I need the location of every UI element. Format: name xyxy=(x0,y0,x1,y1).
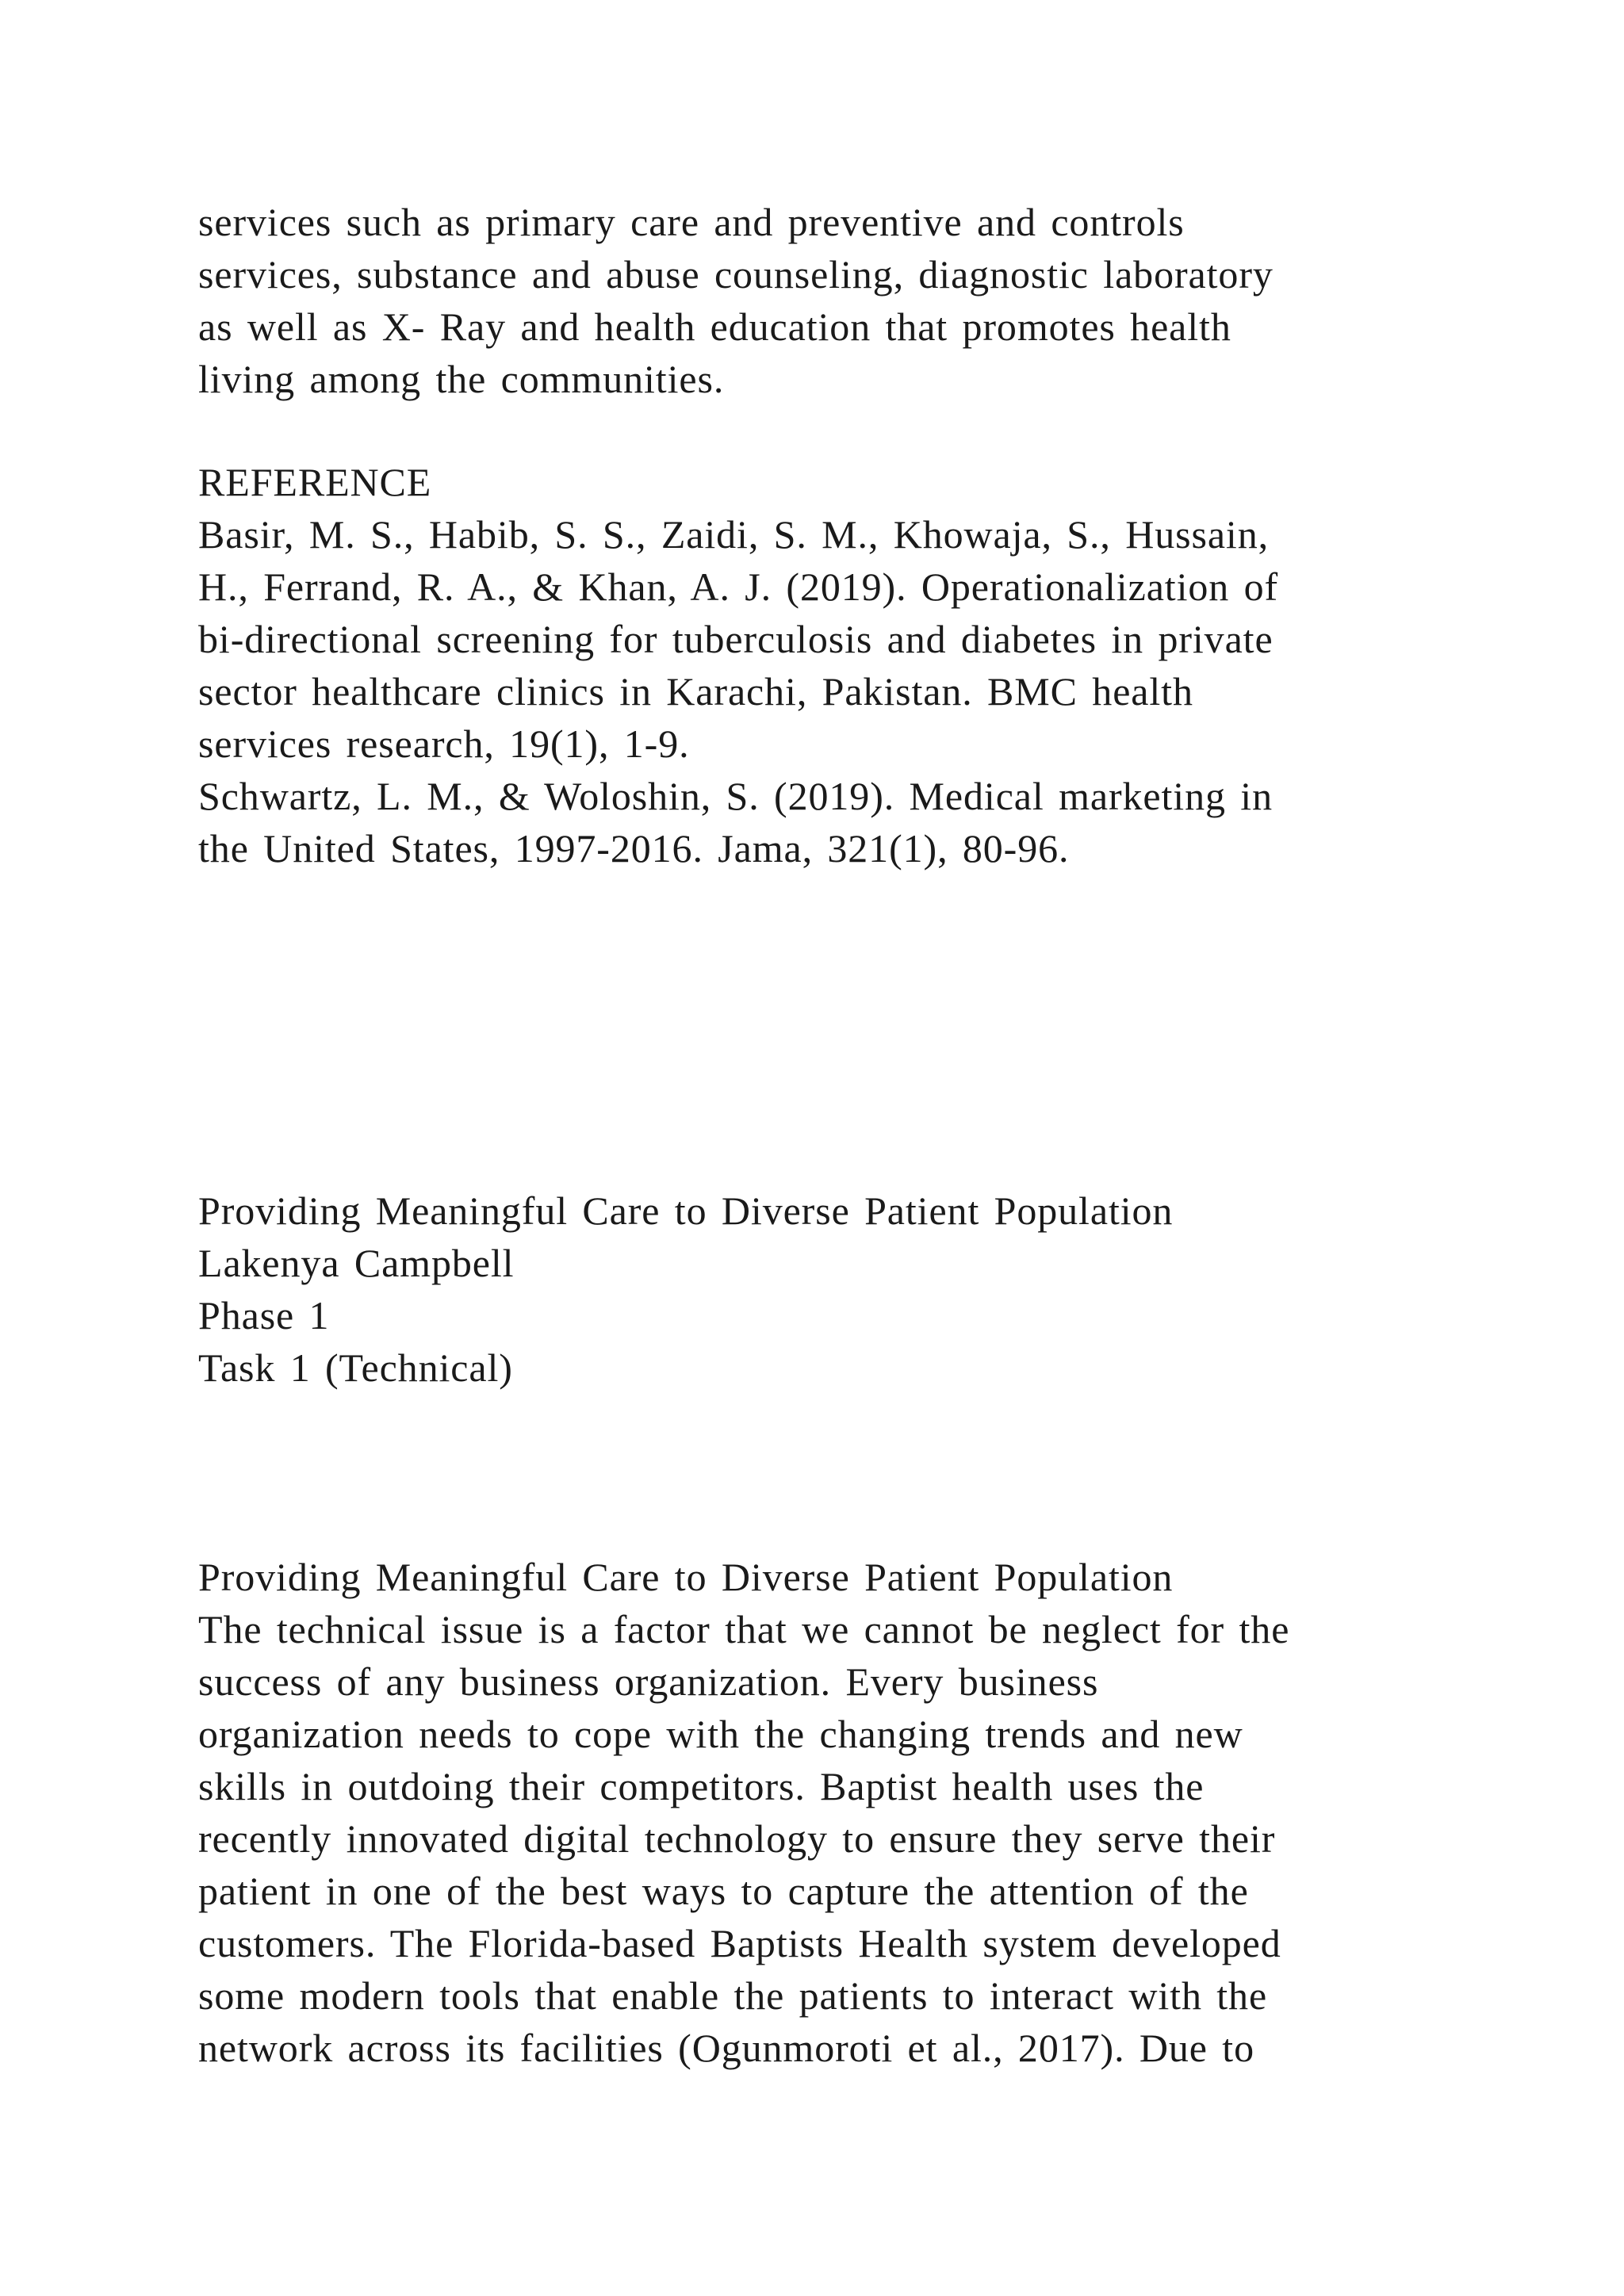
reference-section xyxy=(198,456,1546,874)
reference-heading: REFERENCE xyxy=(198,460,432,504)
reference-line: Schwartz, L. M., & Woloshin, S. (2019). Medical marketing in xyxy=(198,774,1273,818)
intro-line: services, substance and abuse counseling, diagnostic laboratory xyxy=(198,252,1274,297)
body-line: patient in one of the best ways to capture the attention of the xyxy=(198,1869,1249,1913)
reference-line: services research, 19(1), 1-9. xyxy=(198,721,690,766)
body-line: organization needs to cope with the changing trends and new xyxy=(198,1712,1243,1756)
body-line: skills in outdoing their competitors. Baptist health uses the xyxy=(198,1764,1205,1808)
intro-line: services such as primary care and preventive and controls xyxy=(198,200,1185,244)
reference-line: the United States, 1997-2016. Jama, 321(1), 80-96. xyxy=(198,826,1070,871)
intro-line: living among the communities. xyxy=(198,357,725,401)
body-line: customers. The Florida-based Baptists Health system developed xyxy=(198,1921,1281,1965)
intro-paragraph xyxy=(198,196,1546,405)
phase-label: Phase 1 xyxy=(198,1293,330,1337)
author-name: Lakenya Campbell xyxy=(198,1241,515,1285)
reference-line: H., Ferrand, R. A., & Khan, A. J. (2019). Operationalization of xyxy=(198,564,1279,609)
title-page-info xyxy=(198,1184,1546,1394)
body-line: network across its facilities (Ogunmoroti et al., 2017). Due to xyxy=(198,2026,1254,2070)
reference-line: sector healthcare clinics in Karachi, Pakistan. BMC health xyxy=(198,669,1193,714)
body-line: some modern tools that enable the patients to interact with the xyxy=(198,1973,1268,2018)
reference-line: bi-directional screening for tuberculosis and diabetes in private xyxy=(198,617,1274,661)
document-title: Providing Meaningful Care to Diverse Patient Population xyxy=(198,1188,1174,1233)
body-line: recently innovated digital technology to ensure they serve their xyxy=(198,1816,1276,1861)
body-line: The technical issue is a factor that we cannot be neglect for the xyxy=(198,1607,1290,1651)
task-label: Task 1 (Technical) xyxy=(198,1345,513,1390)
body-line: success of any business organization. Every business xyxy=(198,1659,1099,1704)
reference-line: Basir, M. S., Habib, S. S., Zaidi, S. M., Khowaja, S., Hussain, xyxy=(198,512,1270,557)
body-heading: Providing Meaningful Care to Diverse Patient Population xyxy=(198,1555,1174,1599)
intro-line: as well as X- Ray and health education that promotes health xyxy=(198,304,1231,349)
body-section xyxy=(198,1551,1546,2074)
